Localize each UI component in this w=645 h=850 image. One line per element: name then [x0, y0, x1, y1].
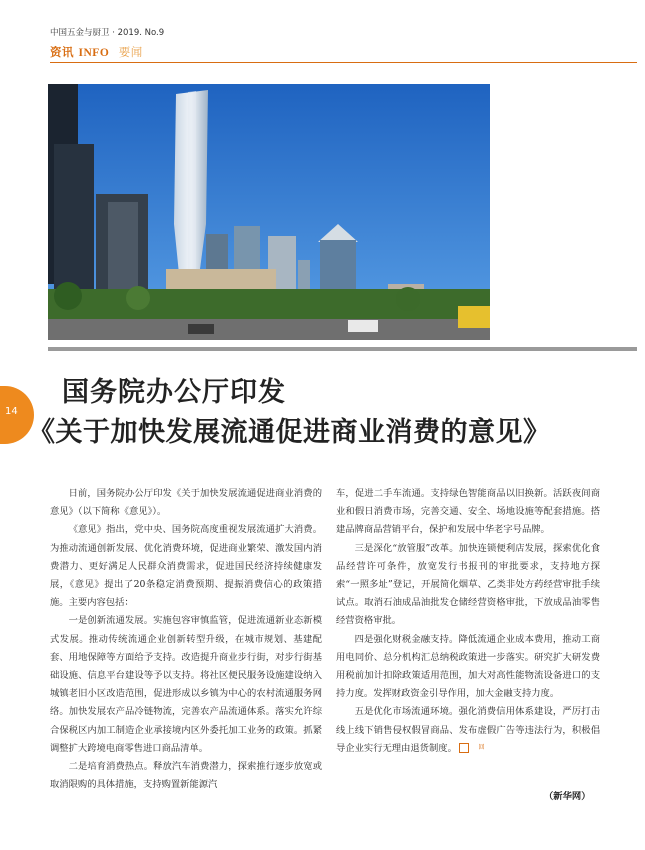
article-title-line1: 国务院办公厅印发 [62, 377, 286, 408]
journal-masthead: 中国五金与厨卫 · 2019. No.9 [50, 28, 165, 38]
article-column-2 [336, 485, 600, 758]
photo-underline [48, 347, 637, 351]
article-column-1 [50, 485, 322, 794]
paragraph: 车，促进二手车流通。支持绿色智能商品以旧换新。活跃夜间商业和假日消费市场，完善交通、安全、场地设施等配套措施。搭建品牌商品营销平台，保护和发展中华老字号品牌。 [336, 488, 600, 536]
header-rule [50, 62, 637, 63]
paragraph: 一是创新流通发展。实施包容审慎监管，促进流通新业态新模式发展。推动传统流通企业创新转型升级，在城市规划、基建配套、用地保障等方面给予支持。改造提升商业步行街，对步行街基础设施、信息平台建设等予以支持。将社区便民服务设施建设纳入城镇老旧小区改造范围，促进形成以乡镇为中心的农村流通服务网络。加快发展农产品冷链物流，完善农产品流通体系。落实允许综合保税区内加工制造企业承接境内区外委托加工业务的政策。抓紧调整扩大跨境电商零售进口商品清单。 [50, 615, 322, 754]
article-source: （新华网） [544, 791, 591, 802]
section-heading [50, 44, 143, 60]
paragraph: 四是强化财税金融支持。降低流通企业成本费用，推动工商用电同价、总分机构汇总纳税政策进一步落实。研究扩大研发费用税前加计扣除政策适用范围，加大对高性能物流设备进口的支持力度。发挥财政资金引导作用，加大金融支持力度。 [336, 633, 600, 700]
section-cn: 资讯 [50, 45, 74, 59]
section-sub: 要闻 [118, 45, 143, 59]
city-skyline-illustration [48, 84, 490, 340]
article-title-line2: 《关于加快发展流通促进商业消费的意见》 [28, 417, 551, 448]
paragraph-text: 五是优化市场流通环境。强化消费信用体系建设，严厉打击线上线下销售侵权假冒商品、发布虚假广告等违法行为，积极倡导企业实行无理由退货制度。 [336, 706, 600, 754]
page-number: 14 [5, 406, 18, 417]
end-mark-icon: 回 [459, 743, 469, 753]
paragraph: 《意见》指出，党中央、国务院高度重视发展流通扩大消费。为推动流通创新发展、优化消费环境，促进商业繁荣、激发国内消费潜力、更好满足人民群众消费需求，促进国民经济持续健康发展，《意见》提出了20条稳定消费预期、提振消费信心的政策措施。主要内容包括： [50, 524, 322, 609]
paragraph: 日前，国务院办公厅印发《关于加快发展流通促进商业消费的意见》（以下简称《意见》）。 [50, 488, 322, 518]
paragraph: 三是深化“放管服”改革。加快连锁便利店发展，探索优化食品经营许可条件，放宽发行书报刊的审批要求，支持地方探索“一照多址”登记，开展简化烟草、乙类非处方药经营审批手续试点。取消石油成品油批发仓储经营资格审批，下放成品油零售经营资格审批。 [336, 542, 600, 627]
section-en: INFO [78, 47, 110, 59]
paragraph [336, 703, 600, 758]
beijing-cbd-photo [48, 84, 490, 340]
paragraph: 二是培育消费热点。释放汽车消费潜力，探索推行逐步放宽或取消限购的具体措施，支持购置新能源汽 [50, 761, 322, 791]
